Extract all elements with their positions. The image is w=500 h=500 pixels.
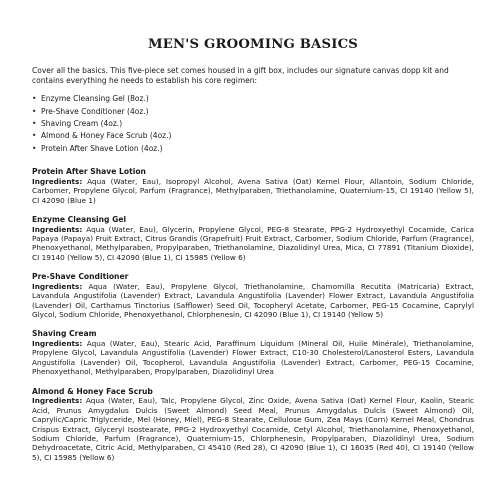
ingredients-text: Aqua (Water, Eau), Stearic Acid, Paraffinum Liquidum (Mineral Oil, Huile Minérale), Triethanolamine, Propylene Glycol, Lavandula Angustifolia (Lavender) Flower Extract, C10-30 Cholesterol/Lanosterol Esters, Lavandula Angustifolia (Lavender) Oil, Tocopherol, Lavandula Angustifolia (Lavender) Extract, Carbomer, PEG-15 Cocamine, Phenoxyethanol, Methylparaben, Propylparaben, Diazolidinyl Urea: [32, 339, 474, 377]
ingredients-paragraph: [32, 396, 474, 462]
page-title: MEN'S GROOMING BASICS: [147, 37, 359, 52]
product-section: [32, 329, 474, 376]
ingredients-paragraph: [32, 339, 474, 377]
product-heading: Shaving Cream: [32, 329, 97, 339]
bullet-icon: •: [32, 143, 37, 153]
list-item-text: Enzyme Cleansing Gel (8oz.): [41, 94, 149, 104]
product-heading: Almond & Honey Face Scrub: [32, 386, 153, 396]
ingredients-text: Aqua (Water, Eau), Glycerin, Propylene Glycol, PEG-8 Stearate, PPG-2 Hydroxyethyl Cocamide, Carica Papaya (Papaya) Fruit Extract, Citrus Grandis (Grapefruit) Fruit Extract, Carbomer, Sodium Chloride, Parfum (Fragrance), Phenoxyethanol, Methylparaben, Propylparaben, Triethanolamine, Diazolidinyl Urea, Mica, CI 77891 (Titanium Dioxide), CI 19140 (Yellow 5), CI 42090 (Blue 1), CI 15985 (Yellow 6): [32, 224, 474, 262]
bullet-icon: •: [32, 94, 37, 104]
list-item: [32, 93, 474, 105]
ingredients-label: Ingredients:: [32, 176, 83, 186]
bullet-icon: •: [32, 106, 37, 116]
product-heading: Enzyme Cleansing Gel: [32, 215, 127, 225]
ingredients-label: Ingredients:: [32, 224, 83, 234]
list-item-text: Pre-Shave Conditioner (4oz.): [41, 106, 149, 116]
ingredients-text: Aqua (Water, Eau), Talc, Propylene Glycol, Zinc Oxide, Avena Sativa (Oat) Kernel Flour, Kaolin, Stearic Acid, Prunus Amygdalus Dulcis (Sweet Almond) Seed Meal, Prunus Amygdalus Dulcis (Sweet Almond) Oil, Caprylic/Capric Triglyceride, Mel (Honey, Miel), PEG-8 Stearate, Cellulose Gum, Zea Mays (Corn) Kernel Meal, Chondrus Crispus Extract, Glyceryl Isostearate, PPG-2 Hydroxyethyl Cocamide, Cetyl Alcohol, Triethanolamine, Phenoxyethanol, Sodium Chloride, Parfum (Fragrance), Quaternium-15, Chlorphenesin, Propylparaben, Diazolidinyl Urea, Sodium Dehydroacetate, Citric Acid, Methylparaben, CI 45410 (Red 28), CI 42090 (Blue 1), CI 16035 (Red 40), CI 19140 (Yellow 5), CI 15985 (Yellow 6): [32, 396, 474, 462]
product-heading: Pre-Shave Conditioner: [32, 272, 129, 282]
ingredient-sections: [32, 167, 474, 462]
ingredients-label: Ingredients:: [32, 339, 83, 349]
ingredients-text: Aqua (Water, Eau), Propylene Glycol, Triethanolamine, Chamomilla Recutita (Matricaria) Extract, Lavandula Angustifolia (Lavender) Extract, Lavandula Angustifolia (Lavender) Flower Extract, Lavandula Angustifolia (Lavender) Oil, Carthamus Tinctorius (Safflower) Seed Oil, Tocopheryl Acetate, Carbomer, PEG-15 Cocamine, Caprylyl Glycol, Sodium Chloride, Phenoxyethanol, Chlorphenesin, CI 42090 (Blue 1), CI 19140 (Yellow 5): [32, 281, 474, 320]
intro-paragraph: Cover all the basics. This five-piece set comes housed in a gift box, includes our signature canvas dopp kit and contains everything he needs to establish his core regimen:: [32, 66, 449, 85]
ingredients-text: Aqua (Water, Eau), Isopropyl Alcohol, Avena Sativa (Oat) Kernel Flour, Allantoin, Sodium Chloride, Carbomer, Propylene Glycol, Parfum (Fragrance), Methylparaben, Triethanolamine, Quaternium-15, CI 19140 (Yellow 5), CI 42090 (Blue 1): [32, 176, 474, 205]
list-item: [32, 118, 474, 130]
ingredients-paragraph: [32, 225, 474, 263]
ingredients-label: Ingredients:: [32, 281, 83, 291]
product-section: [32, 215, 474, 262]
product-section: [32, 387, 474, 462]
ingredients-paragraph: [32, 282, 474, 320]
bullet-icon: •: [32, 131, 37, 141]
list-item: [32, 143, 474, 155]
kit-contents-list: [32, 93, 474, 155]
list-item-text: Almond & Honey Face Scrub (4oz.): [41, 131, 172, 141]
product-section: [32, 272, 474, 319]
list-item: [32, 130, 474, 142]
product-heading: Protein After Shave Lotion: [32, 167, 146, 177]
bullet-icon: •: [32, 119, 37, 128]
ingredients-paragraph: [32, 177, 474, 205]
list-item-text: Shaving Cream (4oz.): [41, 119, 123, 128]
list-item: [32, 106, 474, 118]
product-section: [32, 167, 474, 205]
ingredients-label: Ingredients:: [32, 396, 83, 406]
list-item-text: Protein After Shave Lotion (4oz.): [41, 143, 163, 153]
